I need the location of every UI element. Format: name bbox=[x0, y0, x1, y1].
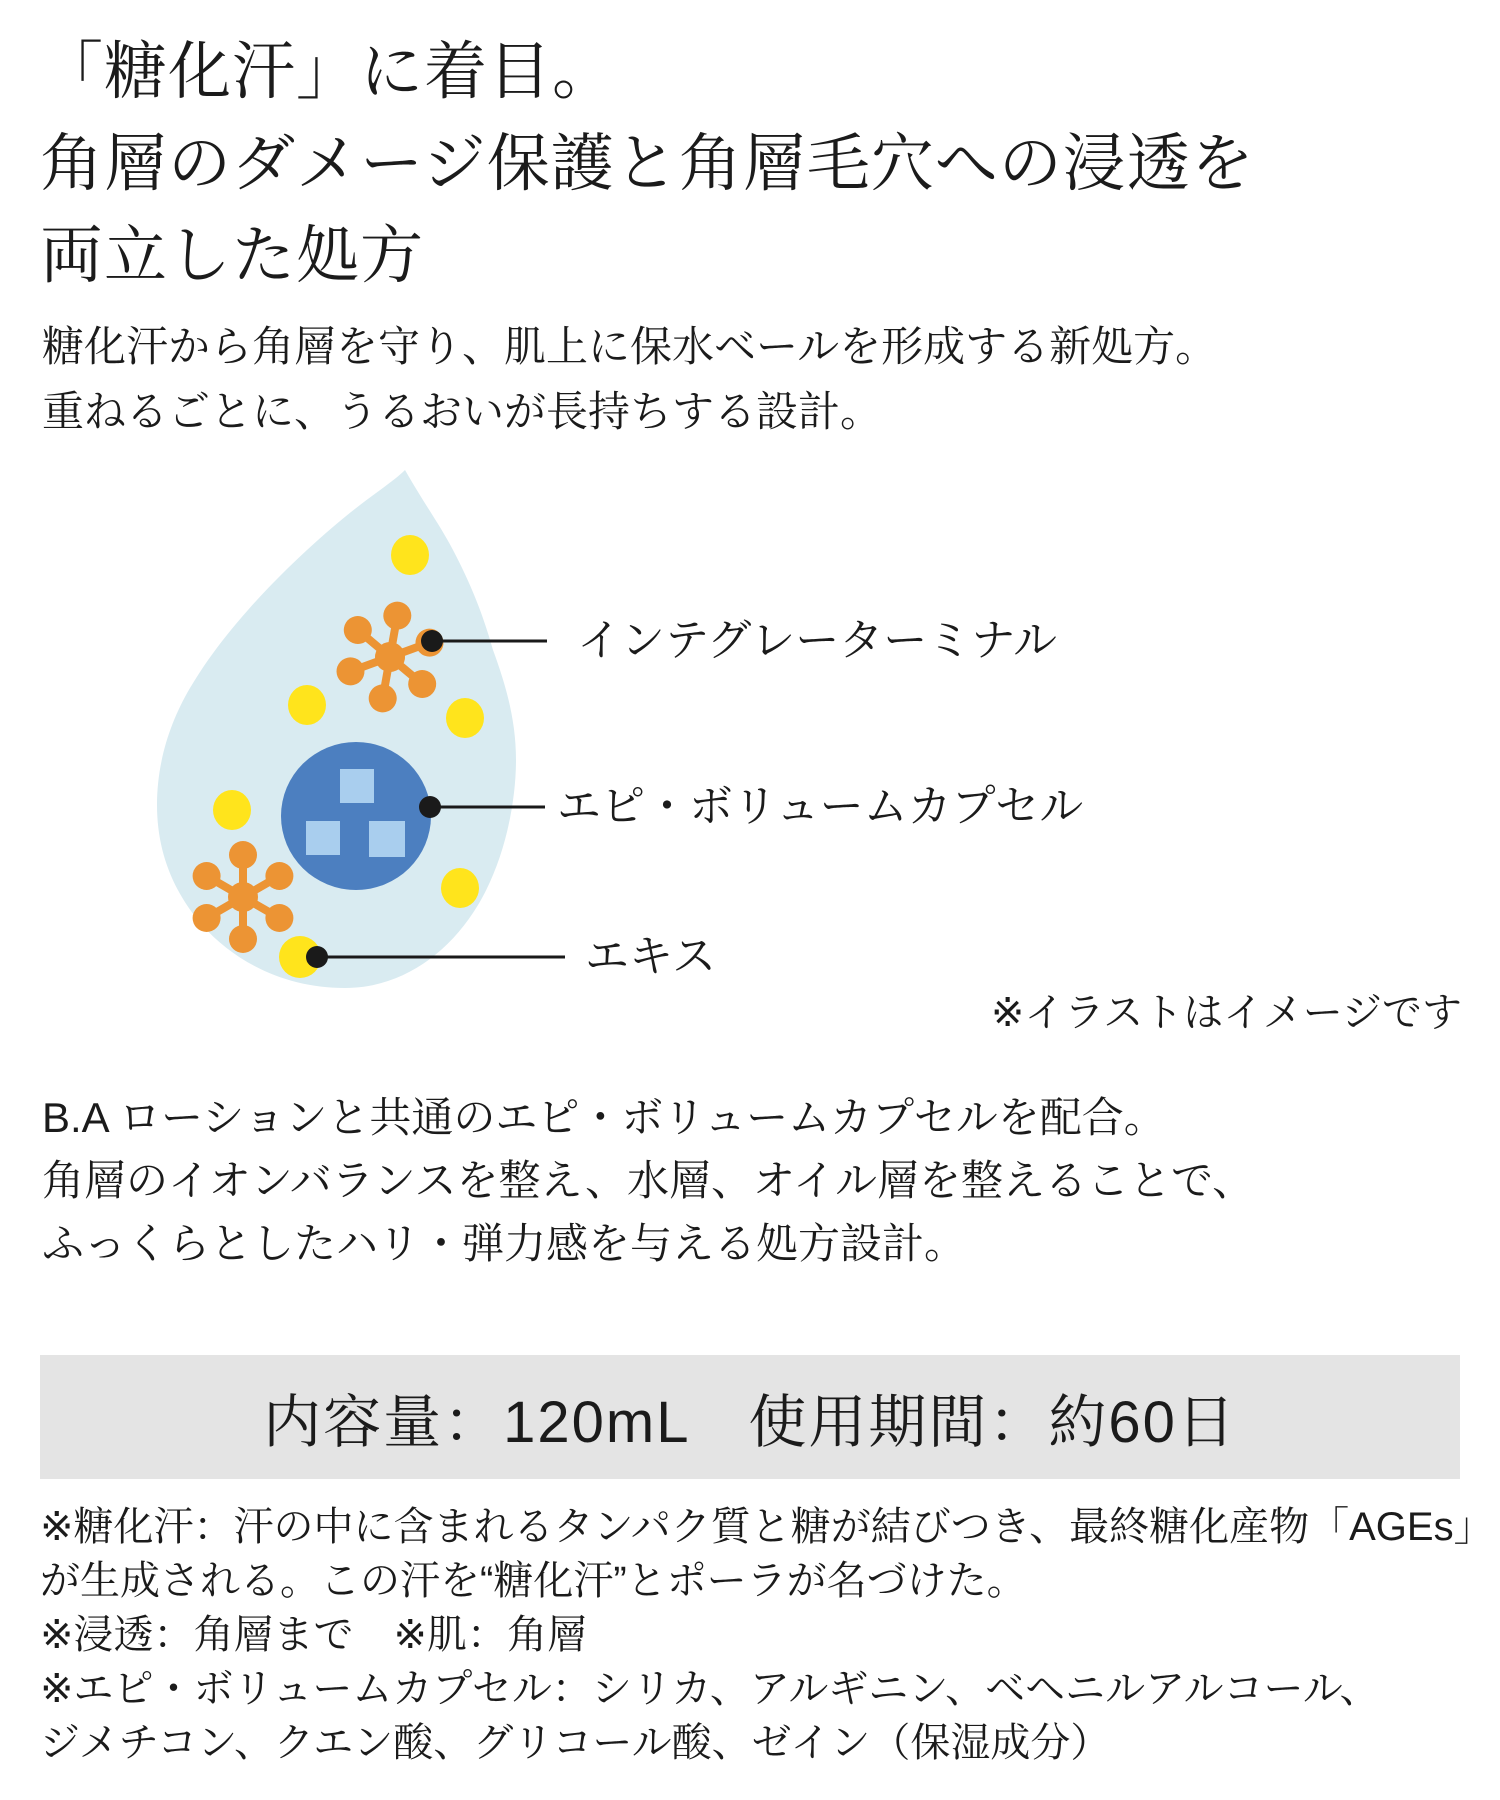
droplet-illustration bbox=[0, 420, 1500, 1040]
lead-line: 糖化汗から角層を守り、肌上に保水ベールを形成する新処方。 bbox=[42, 323, 1218, 370]
epi-volume-capsule bbox=[281, 742, 431, 890]
callout-dot-capsule bbox=[419, 796, 441, 818]
page-title-line: 「糖化汗」に着目。 bbox=[40, 37, 616, 107]
footnote-line: ジメチコン、クエン酸、グリコール酸、ゼイン（保湿成分） bbox=[40, 1721, 1111, 1765]
callout-dot-extract bbox=[306, 946, 328, 968]
footnote-line: ※エピ・ボリュームカプセル：シリカ、アルギニン、ベヘニルアルコール、 bbox=[40, 1667, 1380, 1711]
extract-dot bbox=[391, 535, 429, 575]
extract-dot bbox=[446, 698, 484, 738]
footnotes bbox=[40, 1500, 1494, 1770]
body-paragraph bbox=[42, 1086, 1254, 1275]
callout-label-capsule: エピ・ボリュームカプセル bbox=[557, 782, 1084, 831]
callout-label-integrator: インテグレーターミナル bbox=[577, 616, 1058, 665]
extract-dot bbox=[288, 685, 326, 725]
footnote-line: ※糖化汗：汗の中に含まれるタンパク質と糖が結びつき、最終糖化産物「AGEs」 bbox=[40, 1505, 1494, 1549]
page-title-line: 角層のダメージ保護と角層毛穴への浸透を bbox=[40, 129, 1255, 199]
volume-usage-spec-box bbox=[40, 1355, 1460, 1479]
footnote-line: ※浸透：角層まで ※肌：角層 bbox=[40, 1613, 588, 1657]
body-paragraph-line: ふっくらとしたハリ・弾力感を与える処方設計。 bbox=[42, 1220, 967, 1267]
extract-dot bbox=[213, 790, 251, 830]
illustration-disclaimer: ※イラストはイメージです bbox=[990, 991, 1462, 1035]
body-paragraph-line: B.A ローションと共通のエピ・ボリュームカプセルを配合。 bbox=[42, 1094, 1166, 1141]
callout-dot-integrator bbox=[421, 630, 443, 652]
body-paragraph-line: 角層のイオンバランスを整え、水層、オイル層を整えることで、 bbox=[42, 1157, 1255, 1204]
extract-dot bbox=[441, 868, 479, 908]
page-title bbox=[40, 26, 1255, 302]
callout-label-extract: エキス bbox=[585, 932, 717, 981]
volume-usage-text: 内容量：120mL 使用期間：約60日 bbox=[263, 1390, 1237, 1455]
lead-line: 重ねるごとに、うるおいが長持ちする設計。 bbox=[42, 388, 883, 435]
footnote-line: が生成される。この汗を“糖化汗”とポーラが名づけた。 bbox=[40, 1559, 1027, 1603]
page-title-line: 両立した処方 bbox=[40, 221, 424, 291]
